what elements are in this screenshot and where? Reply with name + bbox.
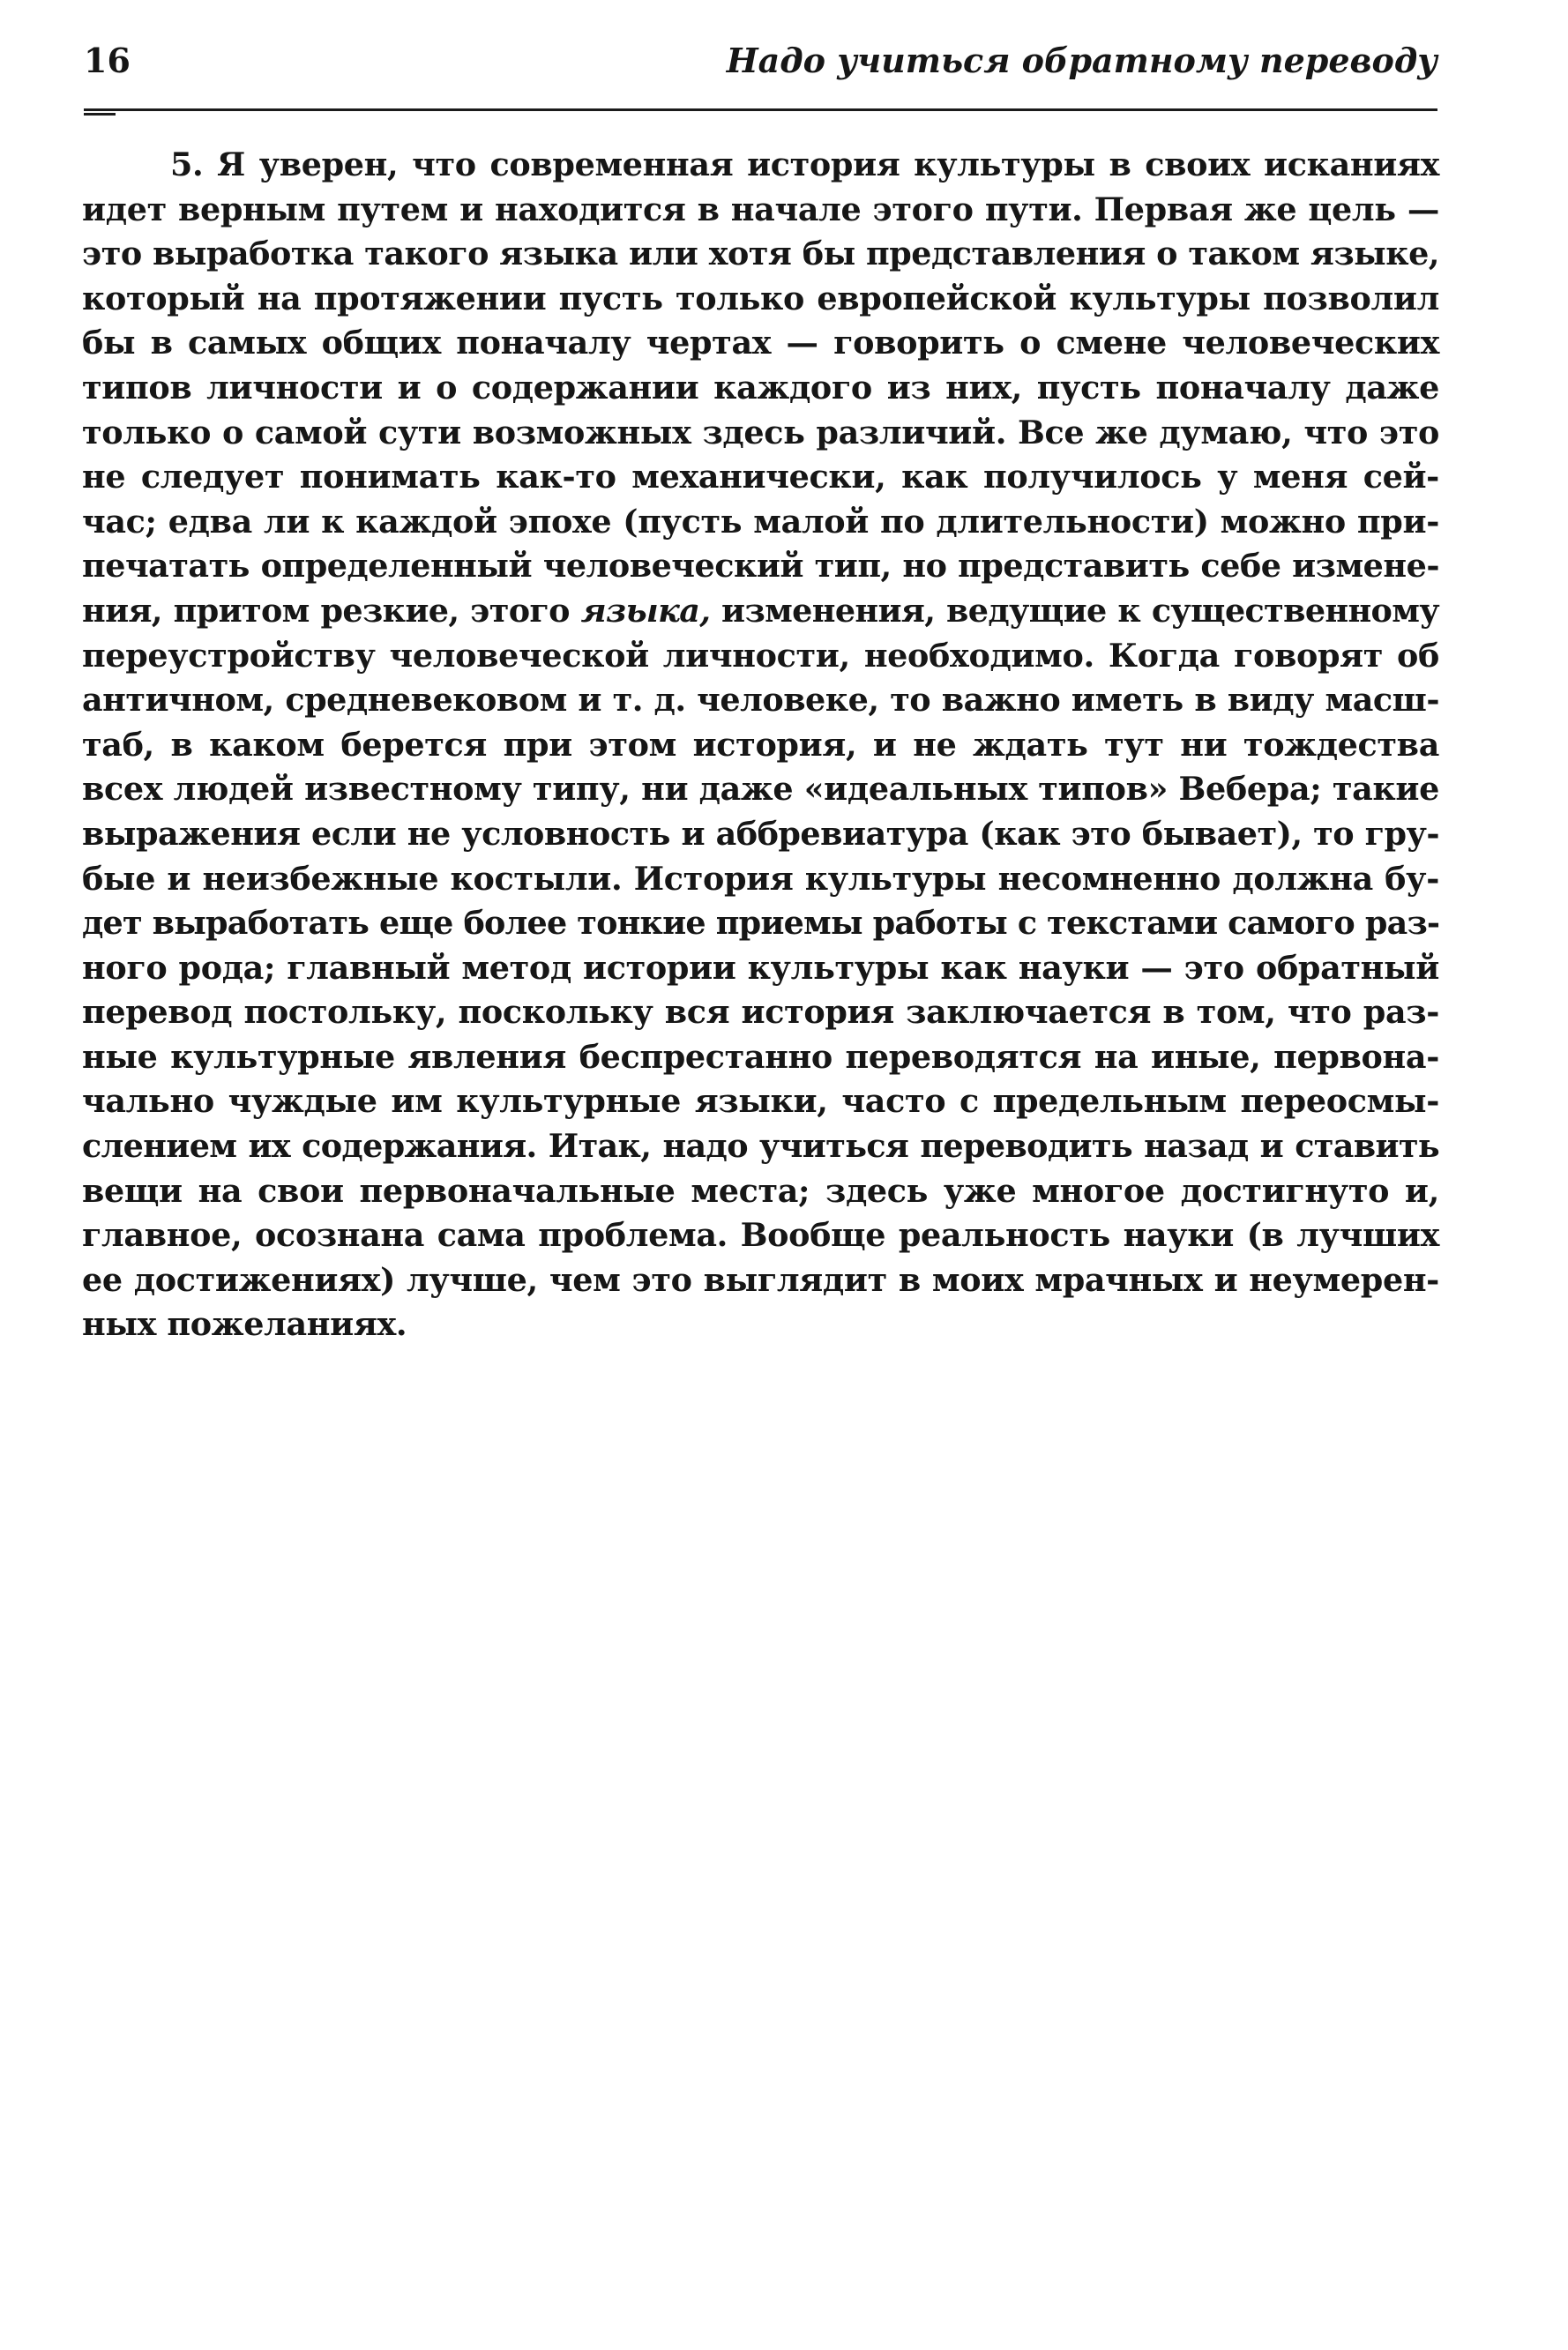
page-number: 16 <box>84 41 131 80</box>
text-line: главное, осознана сама проблема. Вообще реальность науки (в лучших <box>82 1216 1439 1255</box>
text-line: печатать определенный человеческий тип, но представить себе измене- <box>82 547 1439 586</box>
text-line: таб, в каком берется при этом история, и не ждать тут ни тождества <box>82 725 1439 764</box>
text-line: ных пожеланиях. <box>82 1305 407 1344</box>
text-line: всех людей известному типу, ни даже «идеальных типов» Вебера; такие <box>82 770 1439 809</box>
emphasized-word: языка, <box>580 591 711 630</box>
text-segment: ния, притом резкие, этого <box>82 591 581 630</box>
text-line: переустройству человеческой личности, необходимо. Когда говорят об <box>82 636 1439 675</box>
text-line: ного рода; главный метод истории культуры как науки — это обратный <box>82 948 1439 987</box>
text-line: не следует понимать как-то механически, как получилось у меня сей- <box>82 458 1439 496</box>
text-line: 5. Я уверен, что современная история культуры в своих исканиях <box>170 145 1439 183</box>
running-title: Надо учиться обратному переводу <box>726 41 1437 80</box>
text-segment: изменения, ведущие к существенному <box>710 591 1439 630</box>
text-line: вещи на свои первоначальные места; здесь уже многое достигнуто и, <box>82 1171 1439 1210</box>
text-line: дет выработать еще более тонкие приемы работы с текстами самого раз- <box>82 904 1440 943</box>
text-line: это выработка такого языка или хотя бы представления о таком языке, <box>82 235 1439 273</box>
text-line: идет верным путем и находится в начале этого пути. Первая же цель — <box>82 190 1439 228</box>
header-rule-mark <box>84 113 116 116</box>
text-line: час; едва ли к каждой эпохе (пусть малой по длительности) можно при- <box>82 502 1439 541</box>
text-line: выражения если не условность и аббревиатура (как это бывает), то гру- <box>82 814 1439 853</box>
text-line: который на протяжении пусть только европейской культуры позволил <box>82 279 1439 317</box>
text-line-with-emphasis <box>82 589 1439 634</box>
text-line: бы в самых общих поначалу чертах — говорить о смене человеческих <box>82 324 1439 362</box>
text-line: слением их содержания. Итак, надо учиться переводить назад и ставить <box>82 1127 1439 1166</box>
paragraph-5 <box>82 143 1439 1347</box>
text-line: типов личности и о содержании каждого из них, пусть поначалу даже <box>82 368 1439 407</box>
text-line: античном, средневековом и т. д. человеке, то важно иметь в виду масш- <box>82 681 1439 720</box>
text-line: чально чуждые им культурные языки, часто с предельным переосмы- <box>82 1082 1439 1121</box>
text-line: ее достижениях) лучше, чем это выглядит в моих мрачных и неумерен- <box>82 1260 1439 1299</box>
text-line: только о самой сути возможных здесь различий. Все же думаю, что это <box>82 413 1439 451</box>
text-line: перевод постольку, поскольку вся история заключается в том, что раз- <box>82 993 1439 1032</box>
text-line: бые и неизбежные костыли. История культуры несомненно должна бу- <box>82 859 1439 898</box>
running-head <box>84 39 1437 101</box>
text-line: ные культурные явления беспрестанно переводятся на иные, первона- <box>82 1037 1439 1076</box>
header-rule <box>84 108 1437 111</box>
